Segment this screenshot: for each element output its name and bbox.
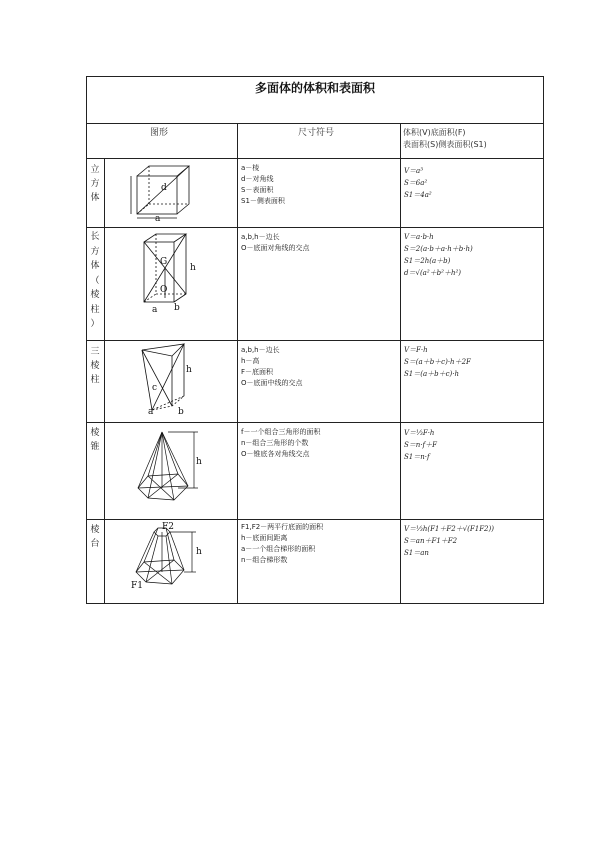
- symbols: a－棱 d－对角线 S－表面积 S1－侧表面积: [241, 164, 285, 205]
- row-name: 立 方 体: [90, 165, 100, 203]
- label-O: O: [160, 285, 168, 295]
- frustum-figure: [130, 522, 204, 594]
- row-divider: [86, 340, 544, 341]
- row-divider: [86, 158, 544, 159]
- formulas: V＝⅓h(F1＋F2＋√(F1F2)) S＝an＋F1＋F2 S1＝an: [404, 525, 494, 557]
- row-name: 棱 台: [90, 525, 100, 549]
- row-name: 三 棱 柱: [90, 347, 100, 385]
- symbols: a,b,h－边长 h－高 F－底面积 O－底面中线的交点: [241, 346, 303, 387]
- cuboid-figure: [138, 230, 198, 316]
- row-name: 长 方 体 （ 棱 柱 ）: [90, 232, 100, 329]
- label-h: h: [186, 365, 192, 375]
- label-h: h: [190, 263, 196, 273]
- label-c: c: [152, 383, 158, 393]
- formulas: V＝a³ S＝6a² S1＝4a²: [404, 167, 432, 199]
- label-b: b: [178, 407, 184, 417]
- formulas: V＝⅓F·h S＝n·f＋F S1＝n·f: [404, 429, 437, 461]
- label-b: b: [174, 303, 180, 313]
- label-F2: F2: [162, 522, 174, 532]
- header-formula-1: 体积(V)底面积(F): [403, 128, 466, 137]
- cube-figure: [125, 160, 195, 222]
- label-a: a: [152, 305, 158, 315]
- header-formula-2: 表面积(S)侧表面积(S1): [403, 140, 487, 149]
- row-divider: [86, 227, 544, 228]
- label-d: d: [161, 183, 167, 193]
- symbols: f－一个组合三角形的面积 n－组合三角形的个数 O－锥底各对角线交点: [241, 428, 321, 458]
- label-h: h: [196, 547, 202, 557]
- label-h: h: [196, 457, 202, 467]
- label-a: a: [155, 214, 161, 224]
- triangular-prism-figure: [138, 342, 198, 418]
- row-divider: [86, 123, 544, 124]
- symbols: a,b,h－边长 O－底面对角线的交点: [241, 233, 310, 252]
- formulas: V＝F·h S＝(a＋b＋c)·h＋2F S1＝(a＋b＋c)·h: [404, 346, 471, 378]
- pyramid-figure: [134, 428, 204, 510]
- label-G: G: [160, 257, 168, 267]
- header-symbols: 尺寸符号: [298, 128, 335, 138]
- col-divider: [104, 158, 105, 604]
- formulas: V＝a·b·h S＝2(a·b＋a·h＋b·h) S1＝2h(a＋b) d＝√(a²＋b²＋h²): [404, 233, 473, 277]
- label-a: a: [148, 407, 154, 417]
- symbols: F1,F2－两平行底面的面积 h－底面间距离 a－一个组合梯形的面积 n－组合梯形数: [241, 523, 324, 564]
- header-figure: 图形: [150, 128, 169, 138]
- row-divider: [86, 422, 544, 423]
- table-title: 多面体的体积和表面积: [254, 81, 375, 95]
- col-divider: [237, 123, 238, 604]
- col-divider: [400, 123, 401, 604]
- row-name: 棱 锥: [90, 428, 100, 452]
- label-F1: F1: [131, 581, 143, 591]
- row-divider: [86, 519, 544, 520]
